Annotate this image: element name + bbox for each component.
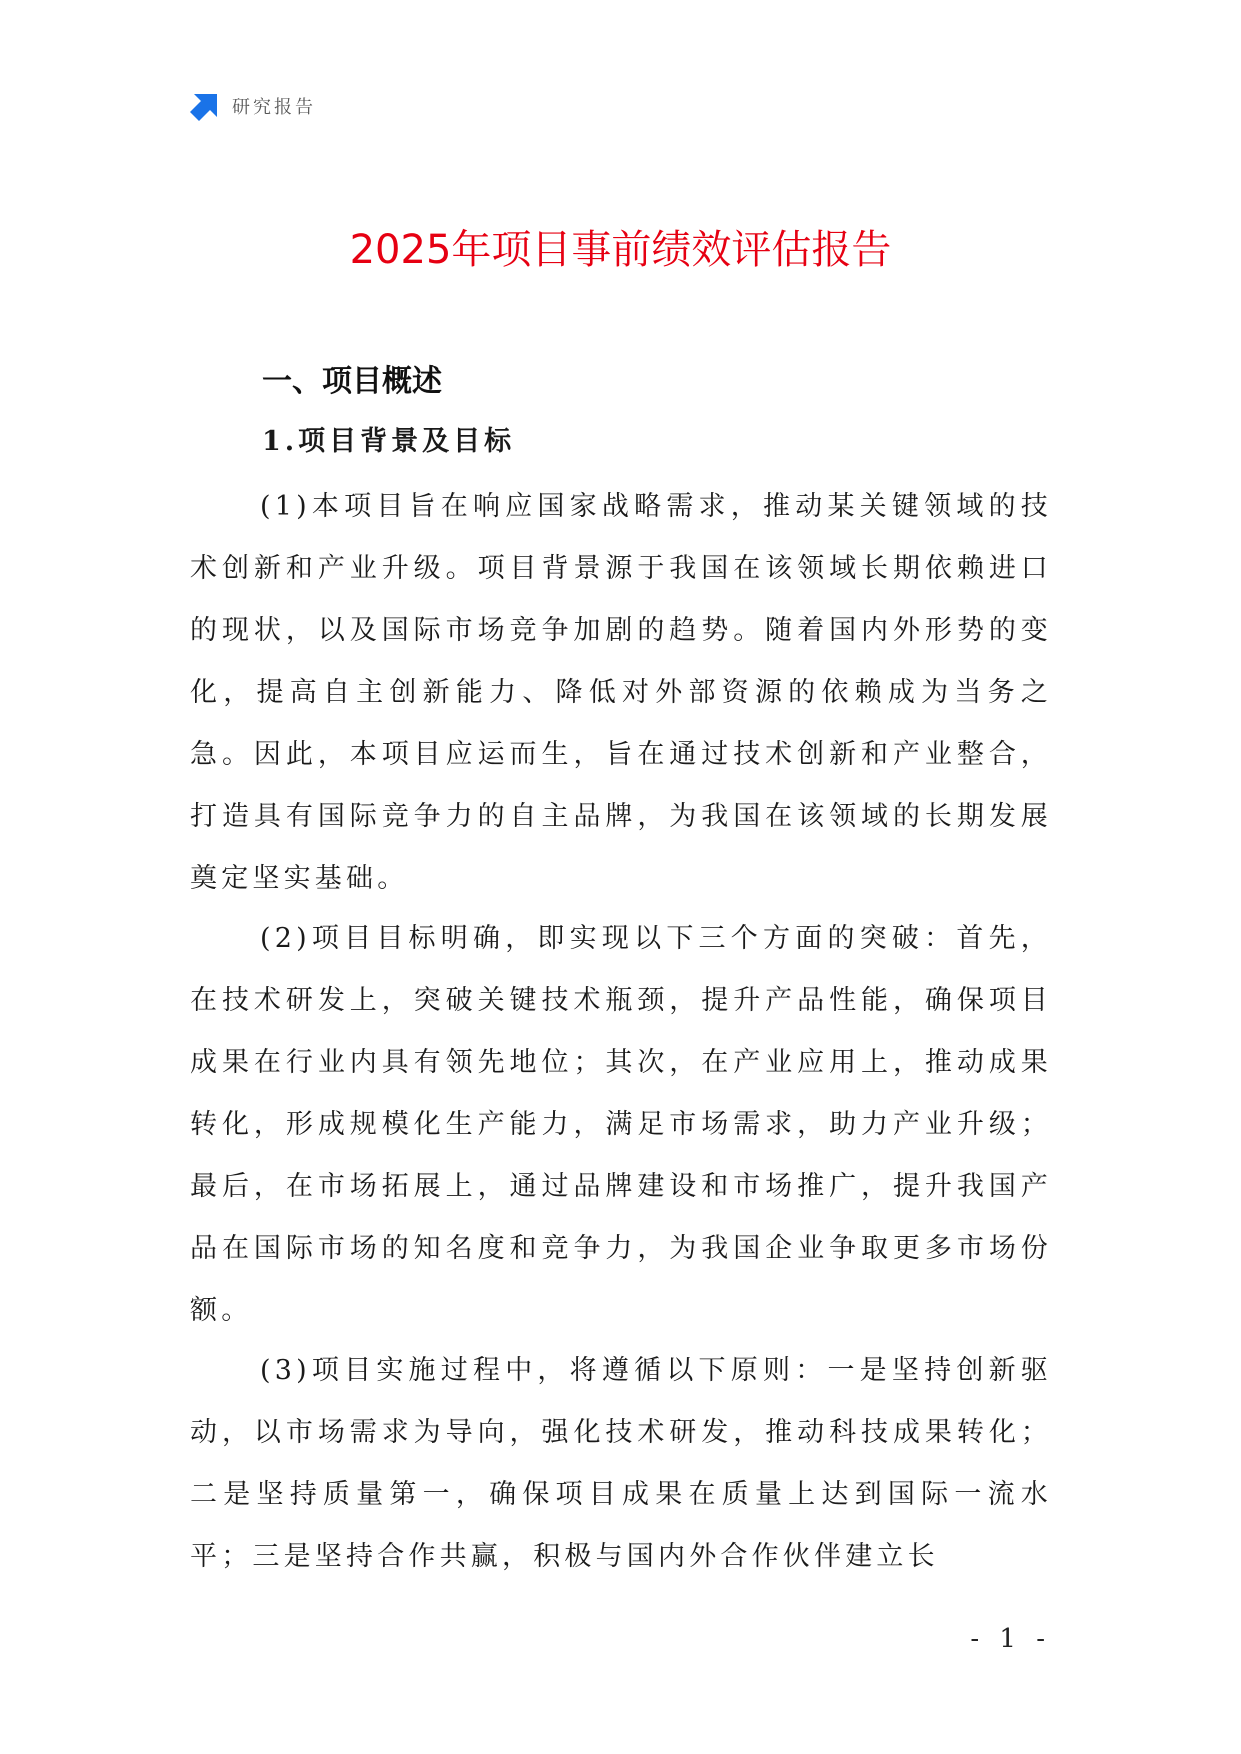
header-label: 研究报告	[232, 97, 316, 118]
paragraph-1: (1)本项目旨在响应国家战略需求，推动某关键领域的技术创新和产业升级。项目背景源于我国在该领域长期依赖进口的现状，以及国际市场竞争加剧的趋势。随着国内外形势的变化，提高自主创新能力、降低对外部资源的依赖成为当务之急。因此，本项目应运而生，旨在通过技术创新和产业整合，打造具有国际竞争力的自主品牌，为我国在该领域的长期发展奠定坚实基础。	[190, 491, 1052, 894]
document-title: 2025年项目事前绩效评估报告	[349, 227, 892, 273]
document-header	[190, 90, 316, 122]
section-heading: 一、项目概述	[262, 364, 442, 399]
page-number: - 1 -	[970, 1624, 1051, 1654]
paragraph-2: (2)项目目标明确，即实现以下三个方面的突破：首先，在技术研发上，突破关键技术瓶颈，提升产品性能，确保项目成果在行业内具有领先地位；其次，在产业应用上，推动成果转化，形成规模化生产能力，满足市场需求，助力产业升级；最后，在市场拓展上，通过品牌建设和市场推广，提升我国产品在国际市场的知名度和竞争力，为我国企业争取更多市场份额。	[190, 923, 1052, 1326]
sub-heading: 1.项目背景及目标	[262, 426, 516, 457]
arrow-up-right-icon	[190, 91, 220, 121]
paragraph-3: (3)项目实施过程中，将遵循以下原则：一是坚持创新驱动，以市场需求为导向，强化技术研发，推动科技成果转化；二是坚持质量第一，确保项目成果在质量上达到国际一流水平；三是坚持合作共赢，积极与国内外合作伙伴建立长	[190, 1355, 1052, 1572]
